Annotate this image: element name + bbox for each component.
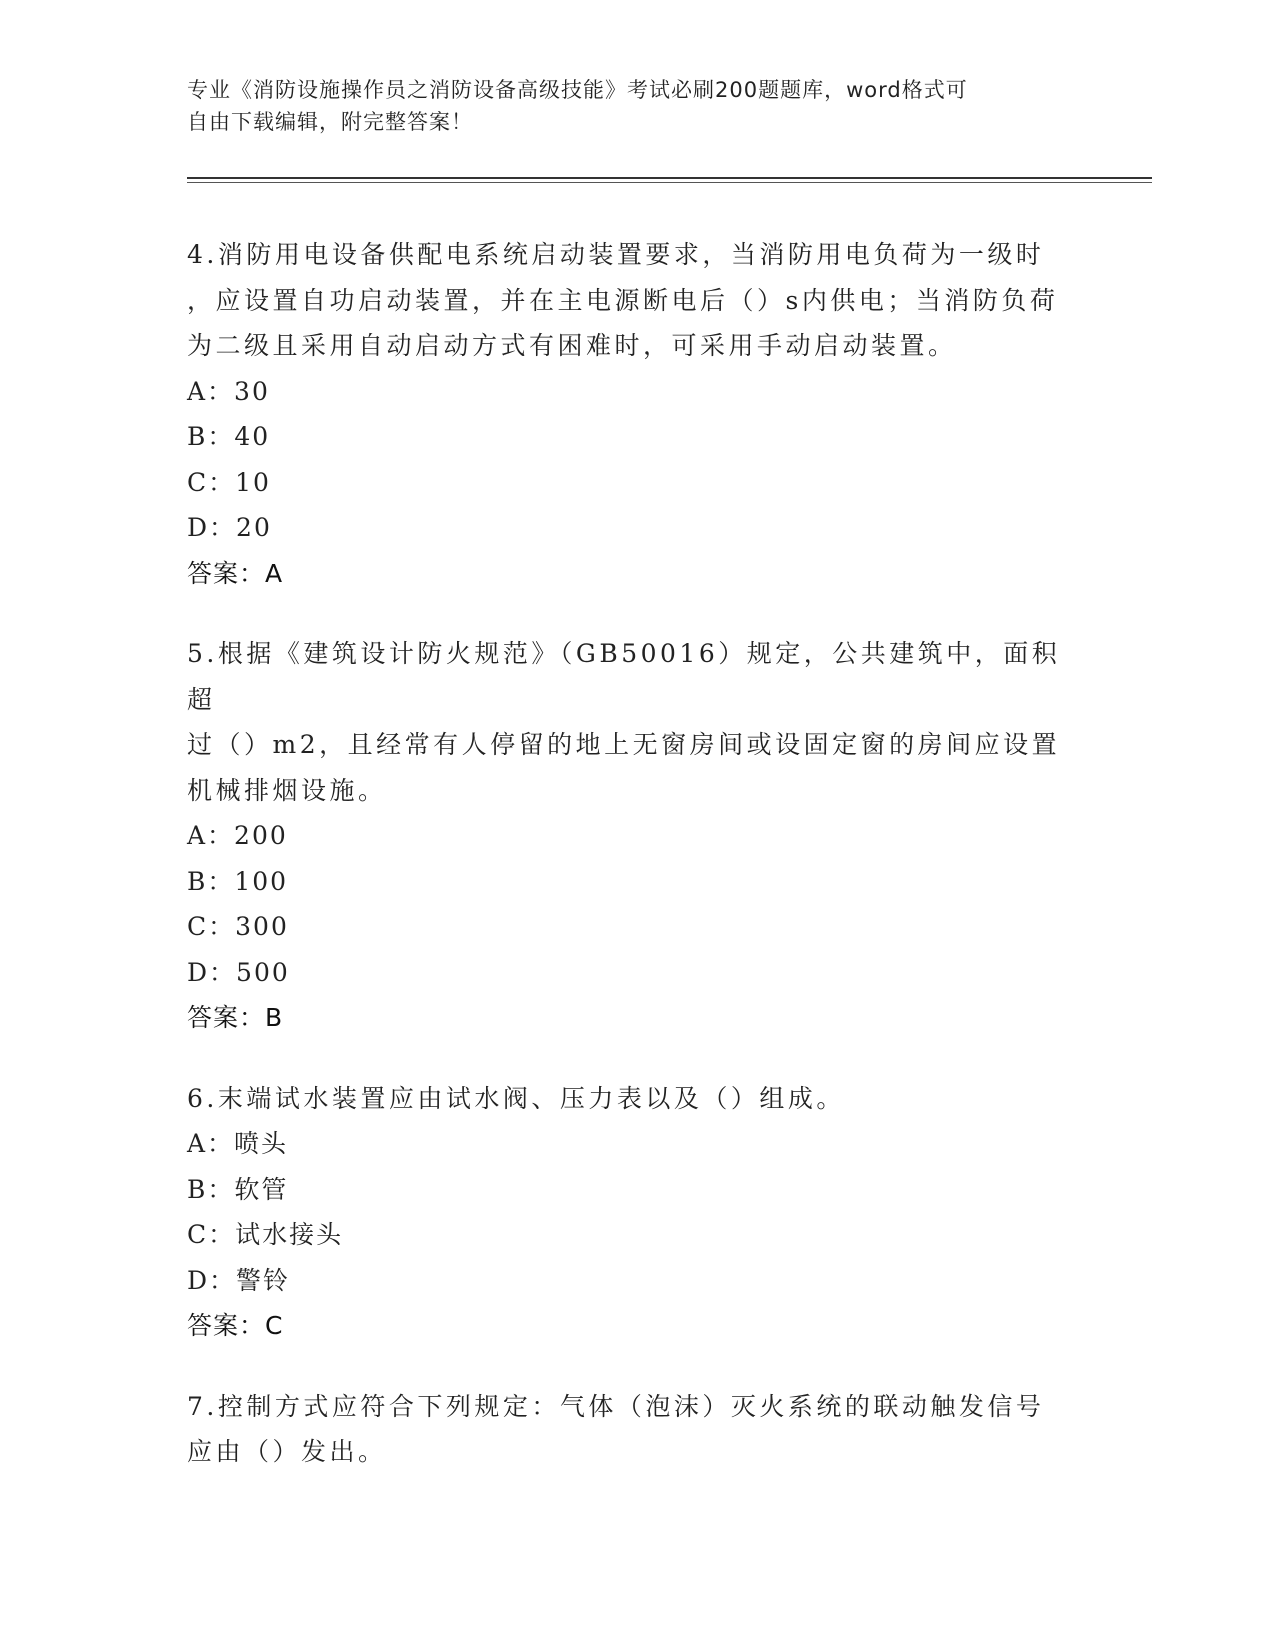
question-text-line: 4.消防用电设备供配电系统启动装置要求，当消防用电负荷为一级时 xyxy=(187,240,1045,269)
question-text-line: 过（）m2，且经常有人停留的地上无窗房间或设固定窗的房间应设置 xyxy=(187,730,1061,759)
answer-line: 答案：C xyxy=(187,1311,284,1340)
question-text-line: 7.控制方式应符合下列规定：气体（泡沫）灭火系统的联动触发信号 xyxy=(187,1391,1045,1421)
option-a: A：喷头 xyxy=(187,1129,289,1158)
question-5 xyxy=(187,631,1087,1041)
question-list xyxy=(187,232,1087,1510)
header-divider-secondary xyxy=(187,182,1152,183)
header-divider xyxy=(187,177,1152,179)
option-a: A：30 xyxy=(187,376,270,406)
header-line-2: 自由下载编辑，附完整答案！ xyxy=(187,110,473,134)
question-text-line: ，应设置自功启动装置，并在主电源断电后（）s内供电；当消防负荷 xyxy=(187,285,1059,315)
question-6 xyxy=(187,1076,1087,1349)
option-b: B：软管 xyxy=(187,1174,289,1204)
question-text-line: 6.末端试水装置应由试水阀、压力表以及（）组成。 xyxy=(187,1083,845,1113)
option-b: B：100 xyxy=(187,866,289,896)
question-text-line: 机械排烟设施。 xyxy=(187,775,387,805)
option-c: C：300 xyxy=(187,912,289,941)
header-line-1: 专业《消防设施操作员之消防设备高级技能》考试必刷200题题库，word格式可 xyxy=(187,78,968,102)
option-d: D：警铃 xyxy=(187,1265,291,1295)
option-b: B：40 xyxy=(187,422,271,451)
option-d: D：500 xyxy=(187,957,290,987)
option-d: D：20 xyxy=(187,513,272,542)
option-a: A：200 xyxy=(187,821,288,850)
document-header xyxy=(187,74,1067,138)
answer-line: 答案：A xyxy=(187,558,284,588)
question-7 xyxy=(187,1384,1087,1475)
question-4 xyxy=(187,232,1087,596)
answer-line: 答案：B xyxy=(187,1003,284,1032)
option-c: C：试水接头 xyxy=(187,1220,344,1249)
question-text-line: 5.根据《建筑设计防火规范》（GB50016）规定，公共建筑中，面积超 xyxy=(187,639,1061,714)
question-text-line: 为二级且采用自动启动方式有困难时，可采用手动启动装置。 xyxy=(187,331,957,360)
option-c: C：10 xyxy=(187,467,271,497)
question-text-line: 应由（）发出。 xyxy=(187,1437,387,1466)
